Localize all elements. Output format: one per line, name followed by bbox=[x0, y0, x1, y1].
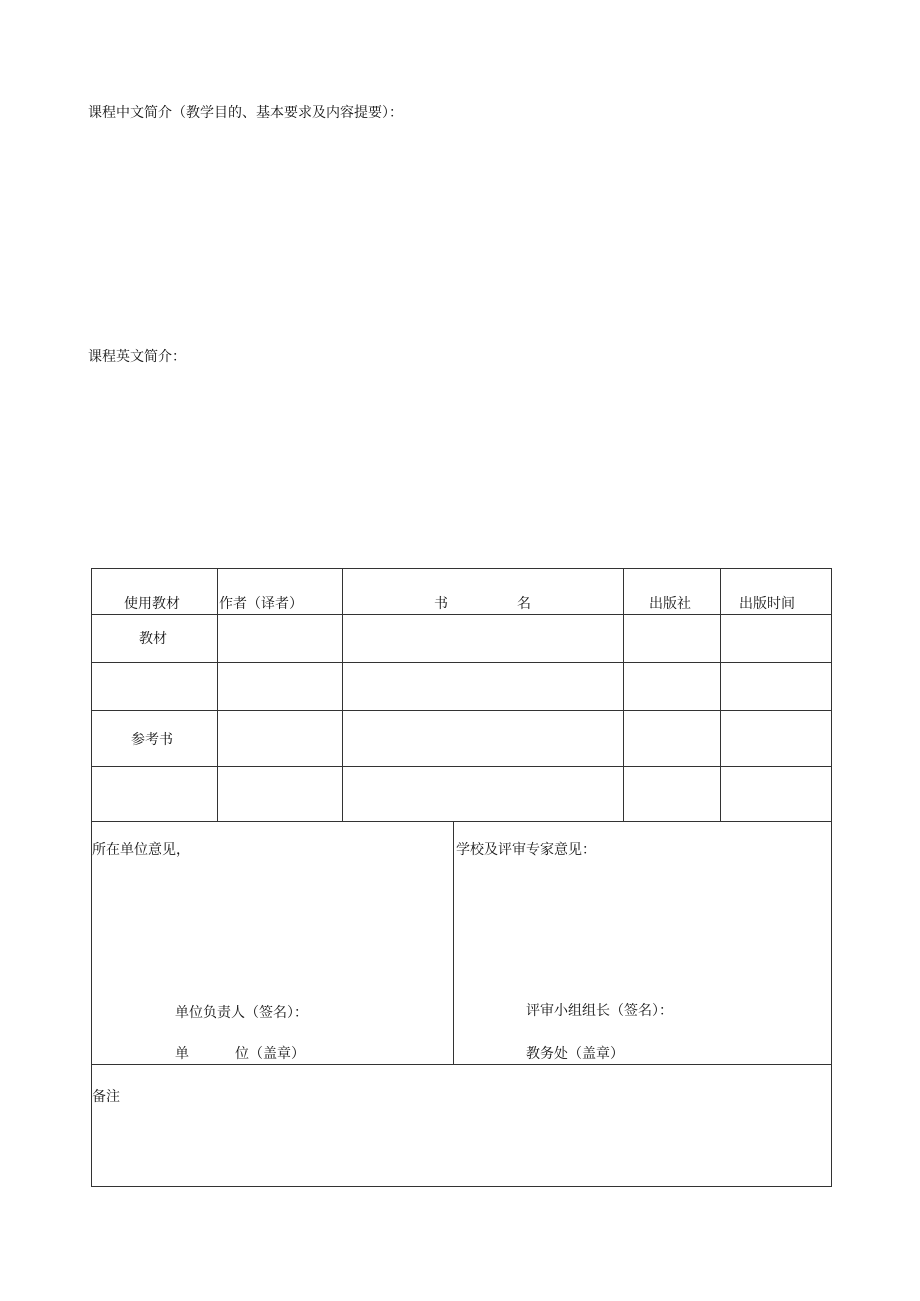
unit-seal-char1: 单 bbox=[175, 1046, 189, 1062]
header-publisher: 出版社 bbox=[649, 596, 691, 612]
header-book-char1: 书 bbox=[434, 596, 448, 612]
intro-cn-label: 课程中文简介（教学目的、基本要求及内容提要）： bbox=[88, 105, 403, 121]
office-seal-label: 教务处（盖章） bbox=[526, 1046, 624, 1062]
remarks-label: 备注 bbox=[92, 1089, 120, 1105]
row-label-reference: 参考书 bbox=[131, 732, 173, 748]
panel-leader-signature: 评审小组组长（签名）： bbox=[526, 1003, 673, 1019]
header-book-char2: 名 bbox=[517, 596, 531, 612]
intro-en-label: 课程英文简介： bbox=[88, 349, 186, 365]
unit-leader-signature: 单位负责人（签名）： bbox=[175, 1005, 308, 1021]
unit-opinion-label: 所在单位意见， bbox=[92, 842, 190, 858]
header-textbook-use: 使用教材 bbox=[124, 596, 180, 612]
school-opinion-label: 学校及评审专家意见： bbox=[456, 842, 596, 858]
header-author: 作者（译者） bbox=[219, 596, 303, 612]
row-label-textbook: 教材 bbox=[139, 631, 167, 647]
header-publish-date: 出版时间 bbox=[739, 596, 795, 612]
unit-seal-label: 位（盖章） bbox=[235, 1046, 305, 1062]
